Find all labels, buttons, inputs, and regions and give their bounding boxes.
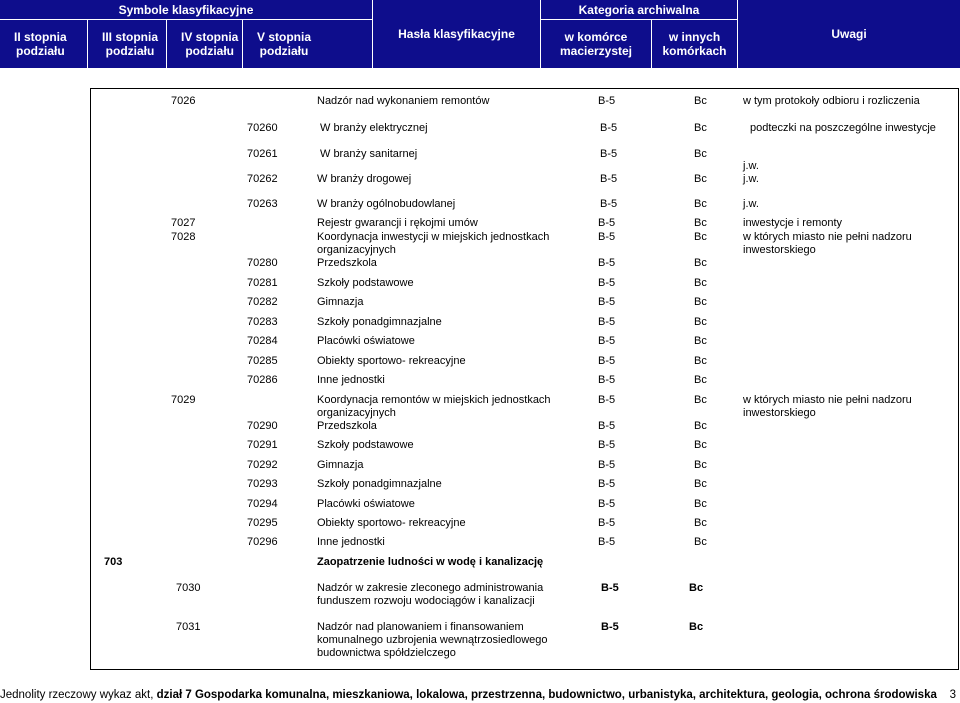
row-other-category: Bc xyxy=(694,374,707,386)
row-code: 70285 xyxy=(247,355,278,367)
row-other-category: Bc xyxy=(694,517,707,529)
row-category: B-5 xyxy=(598,439,616,451)
row-title: Nadzór nad planowaniem i finansowaniem komunalnego uzbrojenia wewnątrzosiedlowego budownictwa spółdzielczego xyxy=(317,621,548,659)
header-level-4: IV stopnia podziału xyxy=(167,20,242,68)
row-title: Obiekty sportowo- rekreacyjne xyxy=(317,517,466,529)
row-title: Szkoły ponadgimnazjalne xyxy=(317,316,442,328)
row-other-category: Bc xyxy=(694,296,707,308)
row-title: Gimnazja xyxy=(317,459,364,471)
row-title: W branży drogowej xyxy=(317,173,412,185)
row-code: 7029 xyxy=(171,394,196,406)
row-other-category: Bc xyxy=(694,316,707,328)
row-category: B-5 xyxy=(598,95,616,107)
row-code: 70294 xyxy=(247,498,278,510)
page-number: 3 xyxy=(949,689,956,701)
row-other-category: Bc xyxy=(694,536,707,548)
row-other-category: Bc xyxy=(694,231,707,243)
row-note: w których miasto nie pełni nadzoru inwestorskiego xyxy=(743,231,912,256)
row-title: Przedszkola xyxy=(317,420,377,432)
header-group-symbols: Symbole klasyfikacyjne xyxy=(0,0,372,19)
table-top-border xyxy=(90,88,959,89)
row-note: j.w. xyxy=(743,198,759,210)
row-code: 70282 xyxy=(247,296,278,308)
row-code: 70290 xyxy=(247,420,278,432)
row-title: Inne jednostki xyxy=(317,536,385,548)
section-code: 703 xyxy=(104,556,123,568)
row-note: w których miasto nie pełni nadzoru inwestorskiego xyxy=(743,394,912,419)
row-other-category: Bc xyxy=(694,498,707,510)
row-category: B-5 xyxy=(598,394,616,406)
row-title: W branży ogólnobudowlanej xyxy=(317,198,456,210)
row-other-category: Bc xyxy=(694,478,707,490)
row-category: B-5 xyxy=(600,198,618,210)
row-code: 70296 xyxy=(247,536,278,548)
row-other-category: Bc xyxy=(694,355,707,367)
row-other-category: Bc xyxy=(694,217,707,229)
row-category: B-5 xyxy=(601,582,619,594)
header-group-archive: Kategoria archiwalna xyxy=(541,0,737,19)
row-title: W branży sanitarnej xyxy=(320,148,418,160)
row-other-category: Bc xyxy=(694,257,707,269)
row-title: W branży elektrycznej xyxy=(320,122,428,134)
footer-prefix: Jednolity rzeczowy wykaz akt, xyxy=(0,689,157,701)
row-category: B-5 xyxy=(598,536,616,548)
header-level-3: III stopnia podziału xyxy=(88,20,166,68)
row-other-category: Bc xyxy=(694,394,707,406)
table-header xyxy=(0,0,960,68)
row-title: Szkoły ponadgimnazjalne xyxy=(317,478,442,490)
row-category: B-5 xyxy=(598,296,616,308)
row-other-category: Bc xyxy=(694,277,707,289)
row-code: 70286 xyxy=(247,374,278,386)
row-code: 70261 xyxy=(247,148,278,160)
row-category: B-5 xyxy=(598,231,616,243)
row-category: B-5 xyxy=(601,621,619,633)
row-code: 70262 xyxy=(247,173,278,185)
row-category: B-5 xyxy=(598,335,616,347)
table-left-border xyxy=(90,88,91,670)
header-in-unit: w komórce macierzystej xyxy=(541,20,651,68)
row-category: B-5 xyxy=(598,498,616,510)
row-category: B-5 xyxy=(600,148,618,160)
row-code: 7027 xyxy=(171,217,196,229)
row-note: inwestycje i remonty xyxy=(743,217,843,229)
row-title: Placówki oświatowe xyxy=(317,335,415,347)
row-title: Obiekty sportowo- rekreacyjne xyxy=(317,355,466,367)
table-bottom-border xyxy=(90,669,959,670)
row-code: 70280 xyxy=(247,257,278,269)
row-code: 70295 xyxy=(247,517,278,529)
row-category: B-5 xyxy=(598,217,616,229)
row-title: Koordynacja inwestycji w miejskich jednostkach organizacyjnych xyxy=(317,231,550,256)
row-note: j.w. xyxy=(743,160,759,172)
row-title: Szkoły podstawowe xyxy=(317,277,414,289)
row-other-category: Bc xyxy=(694,173,707,185)
footer-section: dział 7 Gospodarka komunalna, mieszkaniowa, lokalowa, przestrzenna, budownictwo, urbanistyka, architektura, geologia, ochrona środowiska xyxy=(156,689,937,701)
row-code: 70292 xyxy=(247,459,278,471)
row-title: Placówki oświatowe xyxy=(317,498,415,510)
row-other-category: Bc xyxy=(694,459,707,471)
row-title: Koordynacja remontów w miejskich jednostkach organizacyjnych xyxy=(317,394,551,419)
row-code: 70263 xyxy=(247,198,278,210)
row-category: B-5 xyxy=(598,355,616,367)
row-code: 70283 xyxy=(247,316,278,328)
row-note: podteczki na poszczególne inwestycje xyxy=(750,122,936,134)
row-code: 70291 xyxy=(247,439,278,451)
row-code: 7030 xyxy=(176,582,201,594)
row-other-category: Bc xyxy=(694,148,707,160)
row-category: B-5 xyxy=(598,517,616,529)
row-code: 7026 xyxy=(171,95,196,107)
row-other-category: Bc xyxy=(694,95,707,107)
header-notes: Uwagi xyxy=(738,0,960,68)
page-footer xyxy=(0,688,960,702)
row-code: 7028 xyxy=(171,231,196,243)
header-other-units: w innych komórkach xyxy=(652,20,737,68)
row-code: 70260 xyxy=(247,122,278,134)
row-title: Gimnazja xyxy=(317,296,364,308)
row-category: B-5 xyxy=(598,277,616,289)
row-other-category: Bc xyxy=(694,335,707,347)
row-code: 7031 xyxy=(176,621,201,633)
header-level-5: V stopnia podziału xyxy=(243,20,372,68)
row-note: j.w. xyxy=(743,173,759,185)
table-right-border xyxy=(958,88,959,670)
row-category: B-5 xyxy=(600,173,618,185)
row-other-category: Bc xyxy=(689,621,704,633)
row-title: Nadzór w zakresie zleconego administrowania funduszem rozwoju wodociągów i kanalizacji xyxy=(317,582,544,607)
row-category: B-5 xyxy=(598,459,616,471)
row-code: 70293 xyxy=(247,478,278,490)
row-note: w tym protokoły odbioru i rozliczenia xyxy=(743,95,920,107)
row-other-category: Bc xyxy=(694,420,707,432)
row-title: Przedszkola xyxy=(317,257,377,269)
row-category: B-5 xyxy=(598,316,616,328)
row-title: Inne jednostki xyxy=(317,374,385,386)
row-title: Rejestr gwarancji i rękojmi umów xyxy=(317,217,478,229)
row-code: 70281 xyxy=(247,277,278,289)
row-other-category: Bc xyxy=(694,122,707,134)
row-title: Szkoły podstawowe xyxy=(317,439,414,451)
row-category: B-5 xyxy=(598,478,616,490)
row-category: B-5 xyxy=(598,374,616,386)
section-title: Zaopatrzenie ludności w wodę i kanalizację xyxy=(317,556,544,568)
row-category: B-5 xyxy=(598,420,616,432)
row-code: 70284 xyxy=(247,335,278,347)
row-other-category: Bc xyxy=(694,198,707,210)
row-title: Nadzór nad wykonaniem remontów xyxy=(317,95,490,107)
header-level-2: II stopnia podziału xyxy=(0,20,87,68)
row-other-category: Bc xyxy=(689,582,704,594)
row-category: B-5 xyxy=(598,257,616,269)
row-category: B-5 xyxy=(600,122,618,134)
row-other-category: Bc xyxy=(694,439,707,451)
header-keywords: Hasła klasyfikacyjne xyxy=(373,0,540,68)
